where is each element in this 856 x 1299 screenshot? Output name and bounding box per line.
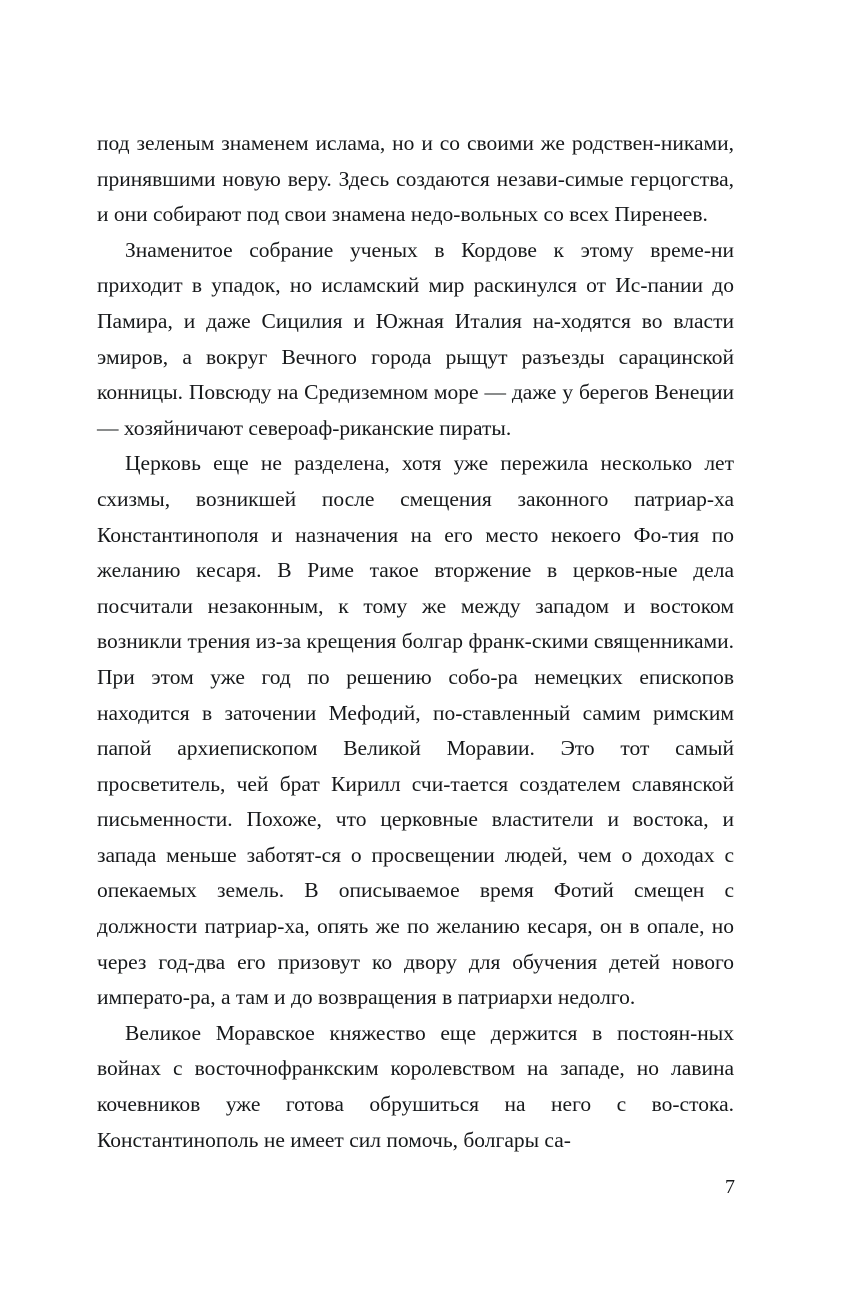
paragraph: Великое Моравское княжество еще держится в постоян-ных войнах с восточнофранкским королевством на западе, но лавина кочевников уже готова обрушиться на него с во-стока. Константинополь не имеет сил помочь, болгары са-: [97, 1020, 734, 1152]
body-text: [97, 126, 734, 1158]
paragraph: Церковь еще не разделена, хотя уже пережила несколько лет схизмы, возникшей после смещения законного патриар-ха Константинополя и назначения на его место некоего Фо-тия по желанию кесаря. В Риме такое вторжение в церков-ные дела посчитали незаконным, к тому же между западом и востоком возникли трения из-за крещения болгар франк-скими священниками. При этом уже год по решению собо-ра немецких епископов находится в заточении Мефодий, по-ставленный самим римским папой архиепископом Великой Моравии. Это тот самый просветитель, чей брат Кирилл счи-тается создателем славянской письменности. Похоже, что церковные властители и востока, и запада меньше заботят-ся о просвещении людей, чем о доходах с опекаемых земель. В описываемое время Фотий смещен с должности патриар-ха, опять же по желанию кесаря, он в опале, но через год-два его призовут ко двору для обучения детей нового императо-ра, а там и до возвращения в патриархи недолго.: [97, 451, 734, 1010]
paragraph: Знаменитое собрание ученых в Кордове к этому време-ни приходит в упадок, но исламский мир раскинулся от Ис-пании до Памира, и даже Сицилия и Южная Италия на-ходятся во власти эмиров, а вокруг Вечного города рыщут разъезды сарацинской конницы. Повсюду на Средиземном море — даже у берегов Венеции — хозяйничают североаф-риканские пираты.: [97, 237, 734, 440]
page-number: 7: [725, 1176, 735, 1198]
paragraph: под зеленым знаменем ислама, но и со своими же родствен-никами, принявшими новую веру. Здесь создаются незави-симые герцогства, и они собирают под свои знамена недо-вольных со всех Пиренеев.: [97, 131, 734, 227]
